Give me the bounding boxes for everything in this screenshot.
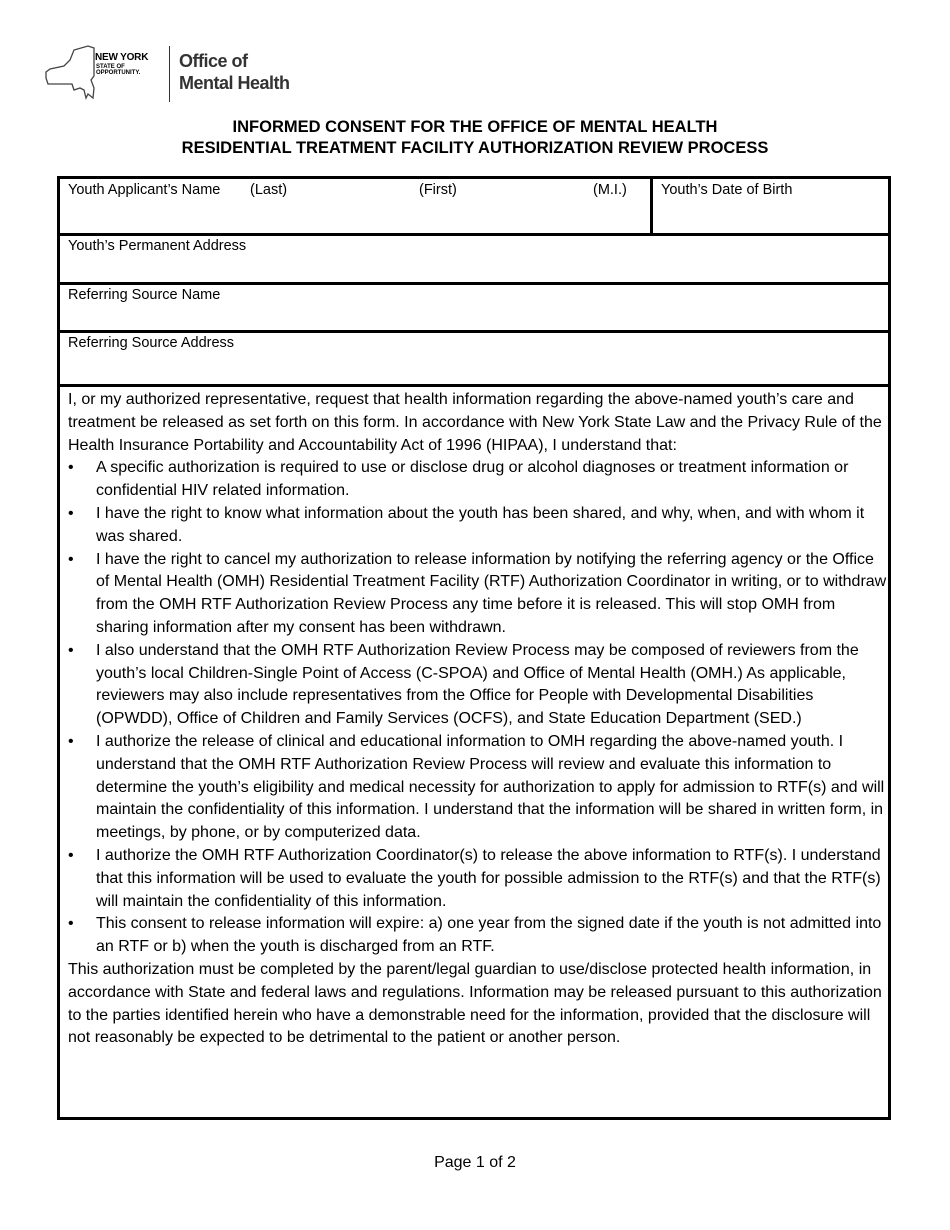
state-name: NEW YORK <box>95 52 149 63</box>
referring-name-row[interactable] <box>60 285 888 333</box>
referring-source-address-label: Referring Source Address <box>68 335 235 351</box>
list-item <box>68 457 888 503</box>
form-title-line2: RESIDENTIAL TREATMENT FACILITY AUTHORIZATION REVIEW PROCESS <box>181 139 769 157</box>
middle-initial-label: (M.I.) <box>593 182 627 198</box>
bullet-text: I have the right to know what information about the youth has been shared, and why, when, and with whom it was shared. <box>96 504 865 545</box>
form-title-line1: INFORMED CONSENT FOR THE OFFICE OF MENTAL HEALTH <box>232 118 718 136</box>
bullet-icon: • <box>68 504 74 522</box>
state-tagline-1: STATE OF <box>96 64 125 70</box>
list-item <box>68 913 888 959</box>
consent-form <box>57 176 891 1120</box>
consent-intro: I, or my authorized representative, request that health information regarding the above-named youth’s care and treatment be released as set forth on this form. In accordance with New York State Law and the Privacy Rule of the Health Insurance Portability and Accountability Act of 1996 (HIPAA), I understand that: <box>68 391 882 454</box>
last-name-label: (Last) <box>250 182 288 198</box>
bullet-text: A specific authorization is required to use or disclose drug or alcohol diagnoses or treatment information or confidential HIV related information. <box>96 459 849 500</box>
permanent-address-row[interactable] <box>60 236 888 285</box>
nys-omh-logo <box>44 42 344 104</box>
permanent-address-label: Youth’s Permanent Address <box>68 238 247 254</box>
bullet-icon: • <box>68 732 74 750</box>
referring-source-name-label: Referring Source Name <box>68 287 221 303</box>
bullet-icon: • <box>68 915 74 933</box>
office-name-line1: Office of <box>179 51 248 71</box>
first-name-label: (First) <box>419 182 457 198</box>
consent-bullets <box>68 457 888 959</box>
bullet-text: I authorize the release of clinical and educational information to OMH regarding the above-named youth. I understand that the OMH RTF Authorization Review Process will review and evaluate this information to determine the youth’s eligibility and medical necessity for authorization to apply for admission to RTF(s) and will maintain the confidentiality of this information. I understand that the information will be shared in written form, in meetings, by phone, or by computerized data. <box>96 732 885 842</box>
bullet-icon: • <box>68 550 74 568</box>
date-of-birth-label: Youth’s Date of Birth <box>661 182 793 198</box>
applicant-name-label: Youth Applicant’s Name <box>68 182 221 198</box>
list-item <box>68 640 888 731</box>
consent-text <box>68 389 888 1050</box>
bullet-icon: • <box>68 846 74 864</box>
logo-divider <box>169 46 170 102</box>
consent-closing: This authorization must be completed by the parent/legal guardian to use/disclose protected health information, in accordance with State and federal laws and regulations. Information may be released pursuant to this authorization to the parties identified herein who have a demonstrable need for the information, provided that the disclosure will not reasonably be expected to be detrimental to the patient or another person. <box>68 960 882 1047</box>
bullet-icon: • <box>68 641 74 659</box>
list-item <box>68 845 888 913</box>
office-name-line2: Mental Health <box>179 73 290 93</box>
state-tagline <box>96 64 156 76</box>
page-number: Page 1 of 2 <box>434 1154 516 1171</box>
new-york-state-map-icon <box>44 44 96 100</box>
bullet-text: I authorize the OMH RTF Authorization Coordinator(s) to release the above information to RTF(s). I understand that this information will be used to evaluate the youth for possible admission to the RTF(s) and that the RTF(s) will maintain the confidentiality of this information. <box>96 846 881 910</box>
state-tagline-2: OPPORTUNITY. <box>96 70 141 76</box>
applicant-row <box>60 179 888 236</box>
bullet-icon: • <box>68 459 74 477</box>
list-item <box>68 549 888 640</box>
referring-address-row[interactable] <box>60 333 888 387</box>
bullet-text: I also understand that the OMH RTF Authorization Review Process may be composed of reviewers from the youth’s local Children-Single Point of Access (C-SPOA) and Office of Mental Health (OMH.) As applicable, reviewers may also include representatives from the Office for People with Developmental Disabilities (OPWDD), Office of Children and Family Services (OCFS), and State Education Department (SED.) <box>96 641 859 728</box>
row-divider <box>650 179 653 233</box>
bullet-text: This consent to release information will expire: a) one year from the signed date if the youth is not admitted into an RTF or b) when the youth is discharged from an RTF. <box>96 915 882 956</box>
list-item <box>68 731 888 845</box>
list-item <box>68 503 888 549</box>
bullet-text: I have the right to cancel my authorization to release information by notifying the referring agency or the Office of Mental Health (OMH) Residential Treatment Facility (RTF) Authorization Coordinator in writing, or to withdraw from the OMH RTF Authorization Review Process any time before it is released. This will stop OMH from sharing information after my consent has been withdrawn. <box>96 550 887 636</box>
